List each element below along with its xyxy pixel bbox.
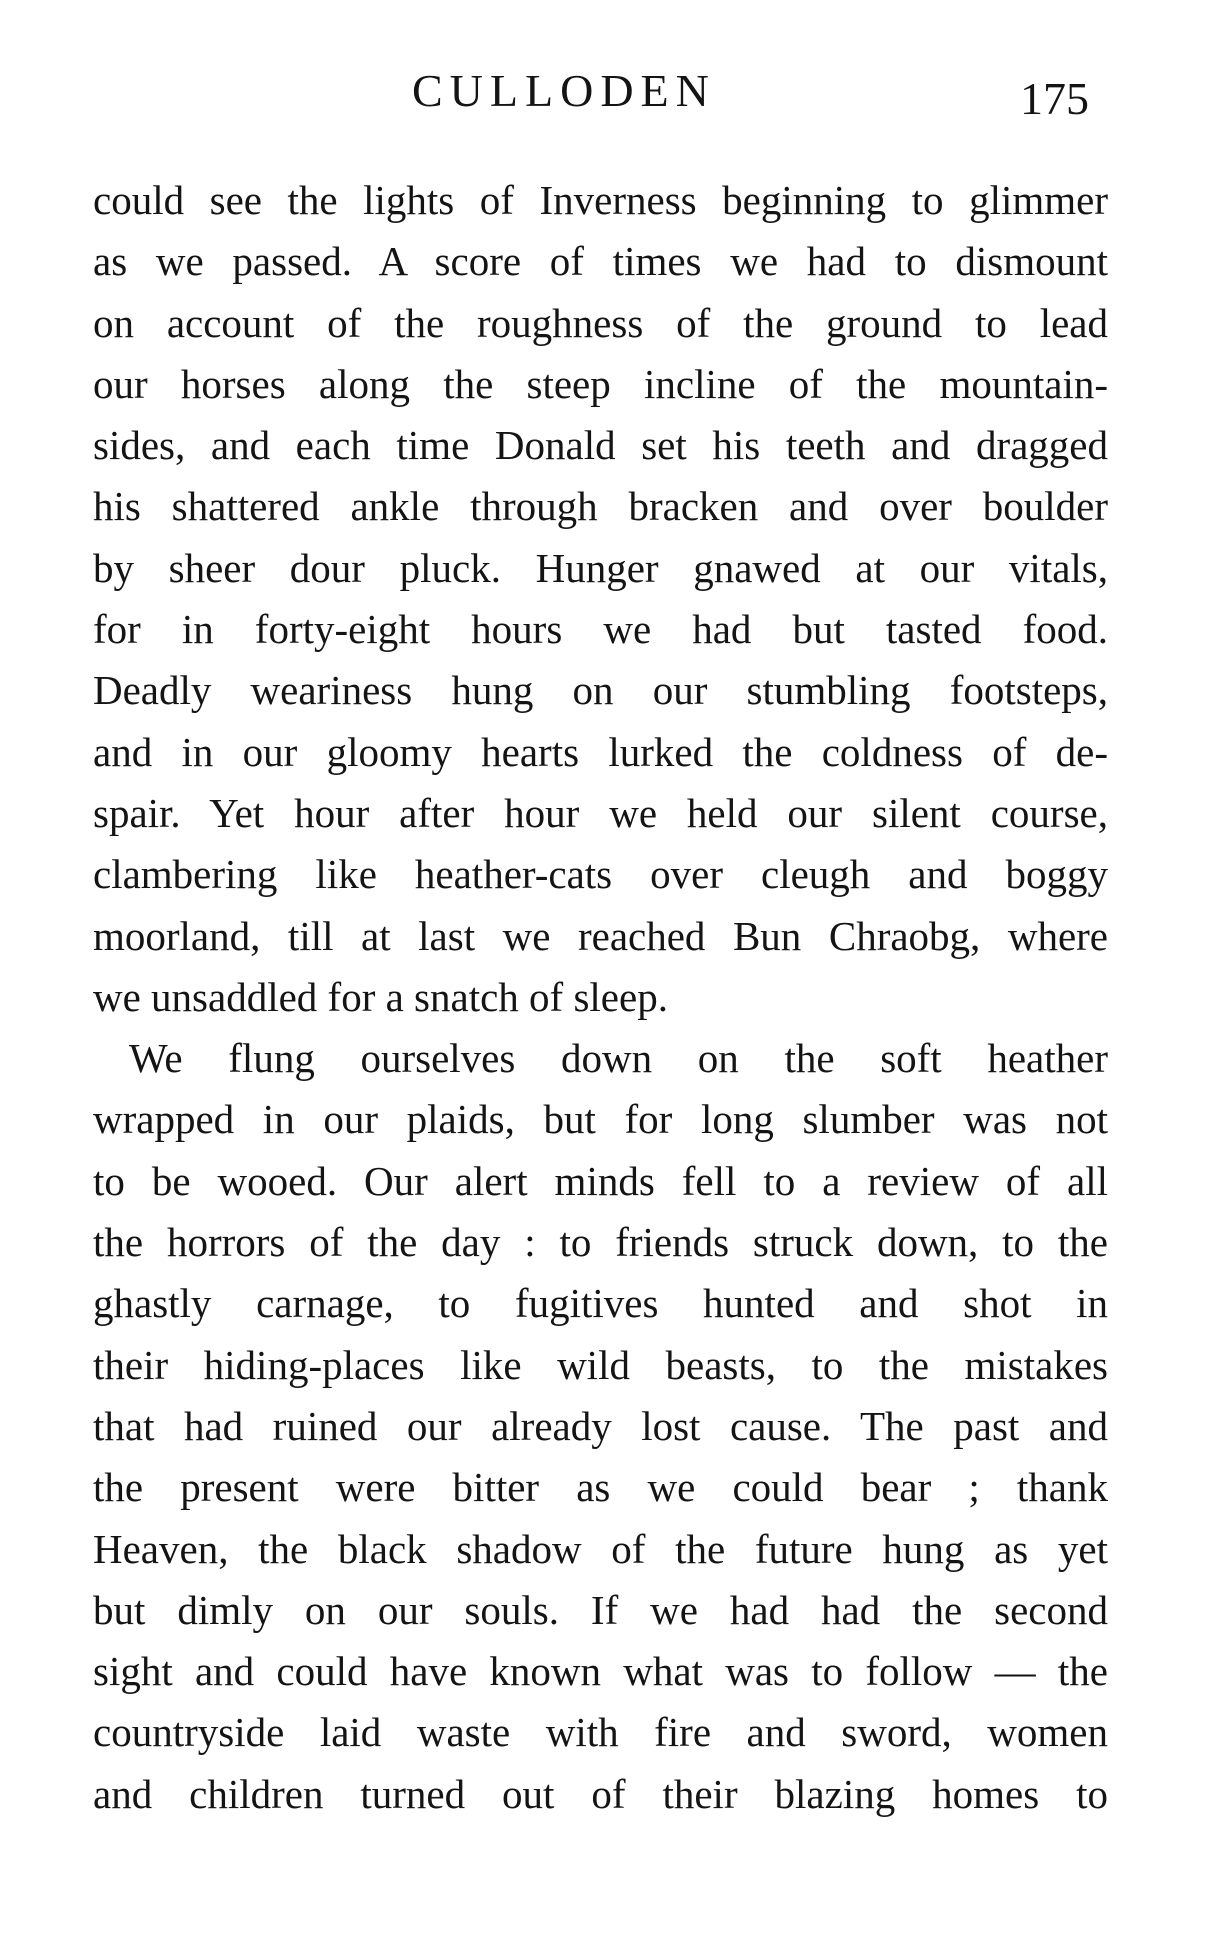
text-line: Heaven, the black shadow of the future hung as yet <box>93 1525 1108 1572</box>
text-line: sides, and each time Donald set his teeth and dragged <box>93 422 1108 469</box>
text-line: ghastly carnage, to fugitives hunted and shot in <box>93 1280 1108 1327</box>
text-line: could see the lights of Inverness beginning to glimmer <box>93 177 1108 223</box>
text-line: sight and could have known what was to follow — the <box>93 1648 1108 1695</box>
text-line: clambering like heather-cats over cleugh and boggy <box>93 851 1108 898</box>
paragraph <box>93 170 1108 1028</box>
text-line: on account of the roughness of the ground to lead <box>93 299 1108 346</box>
text-line: wrapped in our plaids, but for long slumber was not <box>93 1096 1108 1143</box>
text-line: countryside laid waste with fire and sword, women <box>93 1709 1108 1756</box>
text-line: for in forty-eight hours we had but tasted food. <box>93 606 1108 653</box>
text-line: moorland, till at last we reached Bun Chraobg, where <box>93 912 1108 959</box>
text-line: spair. Yet hour after hour we held our silent course, <box>93 789 1108 836</box>
text-line: by sheer dour pluck. Hunger gnawed at our vitals, <box>93 544 1108 591</box>
paragraph <box>93 1028 1108 1825</box>
text-line: the present were bitter as we could bear ; thank <box>93 1464 1108 1511</box>
text-line: to be wooed. Our alert minds fell to a review of all <box>93 1157 1108 1204</box>
text-line: that had ruined our already lost cause. The past and <box>93 1402 1108 1449</box>
text-line: but dimly on our souls. If we had had the second <box>93 1586 1108 1633</box>
text-line: and in our gloomy hearts lurked the coldness of de- <box>93 728 1108 775</box>
body-text <box>93 170 1108 1825</box>
text-line: our horses along the steep incline of the mountain- <box>93 360 1108 407</box>
running-head-title: CULLODEN <box>412 65 716 116</box>
page-number: 175 <box>1020 73 1089 124</box>
text-line: we unsaddled for a snatch of sleep. <box>93 973 668 1020</box>
text-line: Deadly weariness hung on our stumbling footsteps, <box>93 667 1108 714</box>
text-line: their hiding-places like wild beasts, to the mistakes <box>93 1341 1108 1388</box>
text-line: We flung ourselves down on the soft heather <box>129 1035 1108 1082</box>
text-line: the horrors of the day : to friends struck down, to the <box>93 1219 1108 1266</box>
text-line: as we passed. A score of times we had to dismount <box>93 238 1108 285</box>
text-line: his shattered ankle through bracken and over boulder <box>93 483 1108 530</box>
text-line: and children turned out of their blazing homes to <box>93 1770 1108 1817</box>
